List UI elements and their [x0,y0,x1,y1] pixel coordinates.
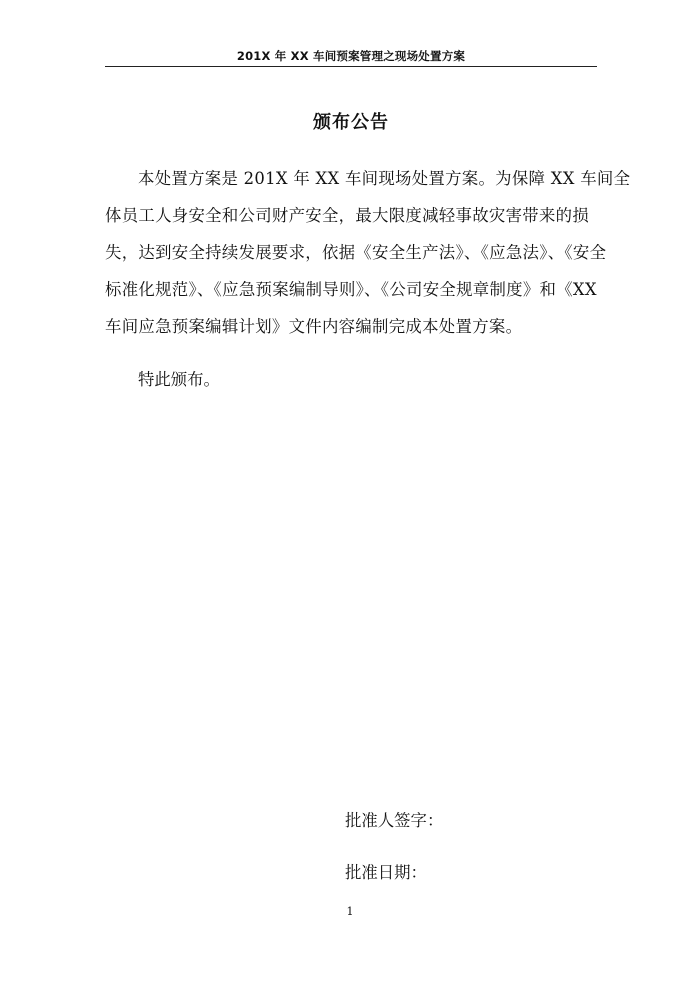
approver-signature-label: 批准人签字： [345,811,444,830]
paragraph-line: 体员工人身安全和公司财产安全，最大限度减轻事故灾害带来的损 [105,206,590,225]
paragraph-line: 失，达到安全持续发展要求，依据《安全生产法》、《应急法》、《安全 [105,243,607,262]
announcement-paragraph [105,160,631,345]
paragraph-line: 本处置方案是 201X 年 XX 车间现场处置方案。为保障 XX 车间全 [138,169,631,188]
header-divider [105,66,597,67]
paragraph-line: 车间应急预案编辑计划》文件内容编制完成本处置方案。 [105,317,523,336]
page-number: 1 [346,905,354,918]
page-header: 201X 年 XX 车间预案管理之现场处置方案 [236,49,466,63]
paragraph-line: 标准化规范》、《应急预案编制导则》、《公司安全规章制度》和《XX [105,280,597,299]
document-title: 颁布公告 [313,112,389,133]
approval-date-label: 批准日期： [345,863,427,882]
closing-statement: 特此颁布。 [138,370,220,389]
